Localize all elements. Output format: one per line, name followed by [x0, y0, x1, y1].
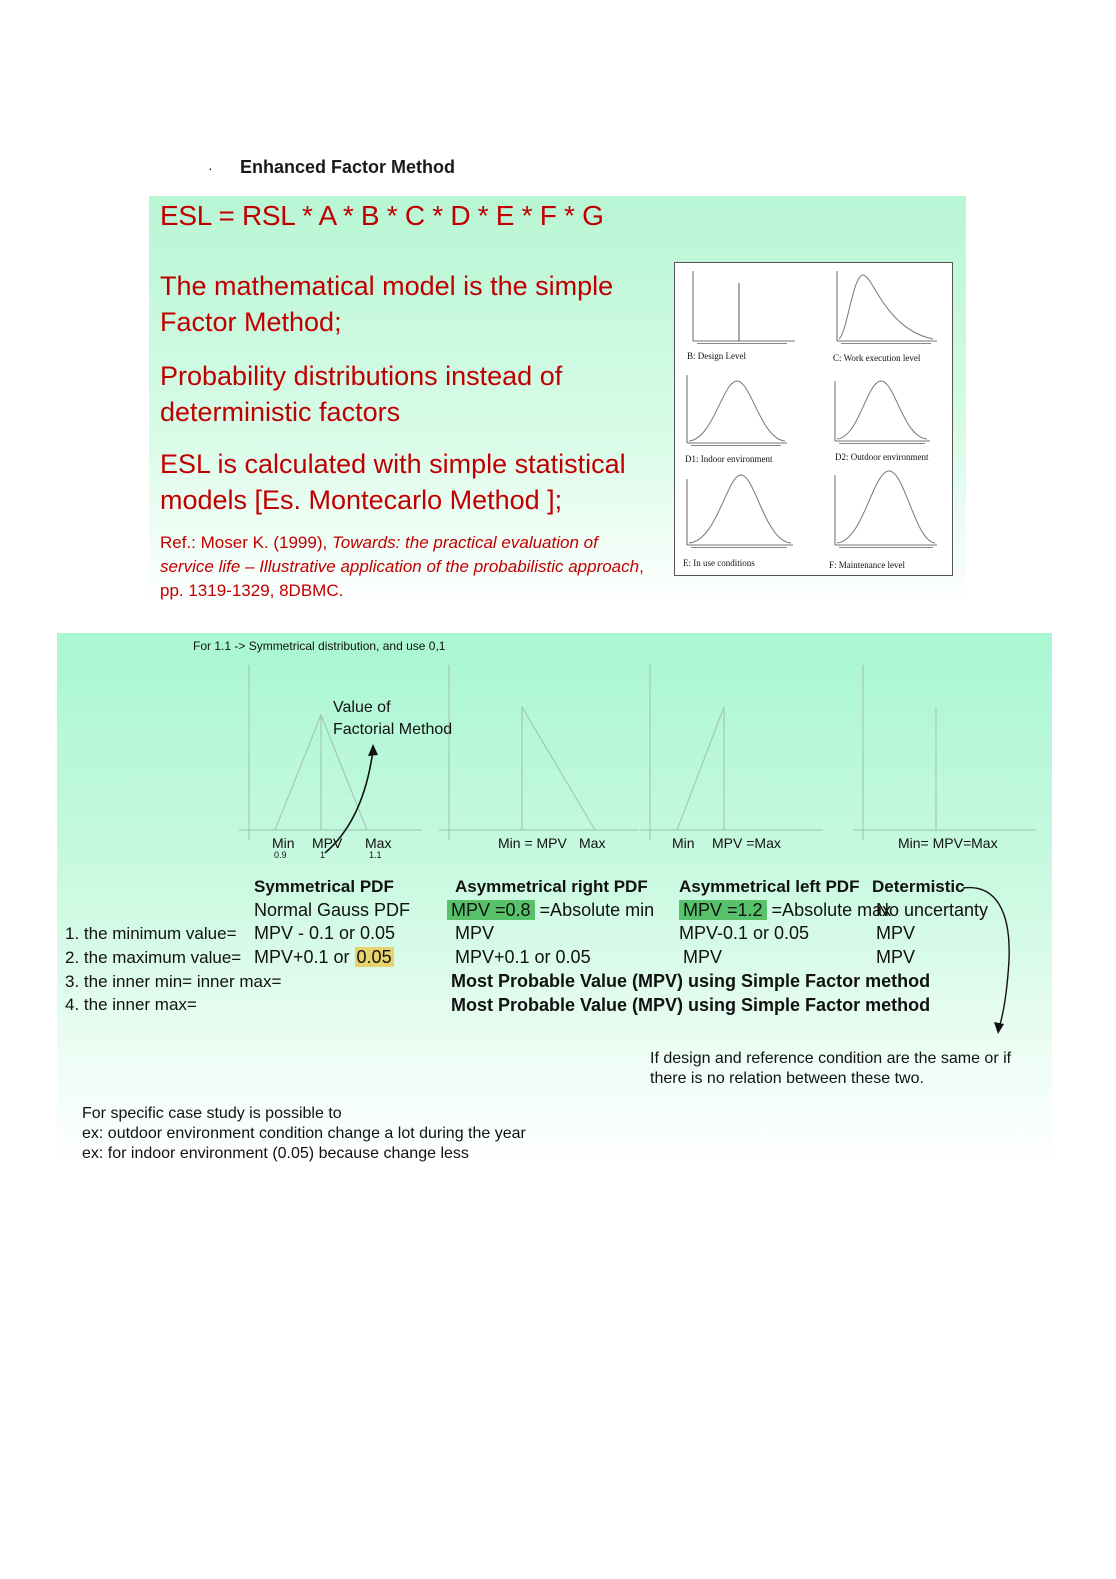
col-asym-left-head: Asymmetrical left PDF [679, 877, 860, 896]
col-asym-right-head: Asymmetrical right PDF [455, 877, 648, 896]
plot-design-level [693, 271, 795, 341]
point-probability-distributions: Probability distributions instead of deterministic factors [160, 361, 563, 427]
reference-prefix: Ref.: Moser K. (1999), [160, 533, 332, 552]
sym-max-highlight: 0.05 [356, 947, 392, 967]
left-sub [679, 900, 891, 921]
det-min: MPV [876, 923, 916, 943]
col-symmetrical-head: Symmetrical PDF [254, 877, 394, 896]
d2-min-mpv-label: Min = MPV [498, 835, 567, 851]
case-study-line-2: ex: outdoor environment condition change a lot during the year [82, 1125, 526, 1142]
left-mpv-highlight: MPV =1.2 [679, 900, 767, 920]
reference-title: Towards: the practical evaluation of service life – Illustrative application of the probabilistic approach [160, 533, 640, 576]
factorial-value-label [333, 697, 452, 741]
right-min: MPV [455, 923, 495, 943]
plot-tick-marks [691, 343, 933, 548]
left-sub-rest: =Absolute max [766, 900, 892, 920]
distribution-plots-svg [675, 263, 952, 575]
det-sub: No uncertanty [876, 900, 989, 920]
right-sub [447, 900, 654, 921]
point-mathematical-model: The mathematical model is the simple Factor Method; [160, 271, 614, 337]
factorial-value-line2: Factorial Method [333, 721, 453, 738]
deterministic-explanation: If design and reference condition are the same or if there is no relation between these two. [650, 1050, 1012, 1087]
row-min-label: 1. the minimum value= [65, 924, 237, 943]
col-deterministic-head: Determistic [872, 877, 965, 896]
left-min: MPV-0.1 or 0.05 [679, 923, 810, 943]
inner-max-mpv-row: Most Probable Value (MPV) using Simple Factor method [451, 995, 931, 1015]
symmetry-note: For 1.1 -> Symmetrical distribution, and use 0,1 [193, 639, 446, 653]
plot-label-d2: D2: Outdoor environment [835, 452, 929, 462]
plot-label-e: E: In use conditions [683, 558, 755, 568]
row-max-label: 2. the maximum value= [65, 948, 242, 967]
det-max: MPV [876, 947, 916, 967]
d1-min-label: Min [272, 835, 295, 851]
plot-work-execution-level [837, 271, 937, 341]
d3-min-label: Min [672, 835, 695, 851]
right-sub-rest: =Absolute min [534, 900, 655, 920]
diagram-symmetrical [239, 665, 422, 840]
case-study-line-1: For specific case study is possible to [82, 1105, 342, 1122]
plot-indoor-environment [687, 375, 787, 443]
diagram-asymmetrical-left [640, 665, 823, 840]
d1-mpv-value: 1 [320, 850, 326, 860]
section-heading: Enhanced Factor Method [240, 157, 456, 177]
diagram-deterministic [853, 665, 1036, 840]
point-esl-calculation: ESL is calculated with simple statistical models [Es. Montecarlo Method ]; [160, 449, 626, 515]
right-max: MPV+0.1 or 0.05 [455, 947, 591, 967]
row-inner-min-label: 3. the inner min= inner max= [65, 972, 282, 991]
d1-min-value: 0.9 [274, 850, 287, 860]
sym-min: MPV - 0.1 or 0.05 [254, 923, 396, 943]
plot-label-b: B: Design Level [687, 351, 746, 361]
distribution-plots-figure [674, 262, 953, 576]
d4-label: Min= MPV=Max [898, 835, 998, 851]
d3-mpv-max-label: MPV =Max [712, 835, 781, 851]
right-mpv-highlight: MPV =0.8 [447, 900, 535, 920]
esl-formula: ESL = RSL * A * B * C * D * E * F * G [160, 200, 604, 231]
plot-label-c: C: Work execution level [833, 353, 921, 363]
diagram-asymmetrical-right [439, 665, 639, 840]
plot-maintenance-level [835, 471, 937, 545]
d1-mpv-label: MPV [312, 835, 343, 851]
sym-sub: Normal Gauss PDF [254, 900, 411, 920]
d2-max-label: Max [579, 835, 606, 851]
plot-outdoor-environment [835, 381, 930, 441]
sym-max [254, 947, 394, 968]
factorial-value-line1: Value of [333, 699, 391, 716]
case-study-line-3: ex: for indoor environment (0.05) because change less [82, 1145, 469, 1162]
row-inner-max-label: 4. the inner max= [65, 995, 197, 1014]
reference-suffix: , pp. 1319-1329, 8DBMC. [160, 557, 644, 600]
bullet-marker: · [208, 160, 213, 176]
d1-max-label: Max [365, 835, 392, 851]
case-study-note [82, 1104, 526, 1164]
inner-min-mpv-row: Most Probable Value (MPV) using Simple Factor method [451, 971, 931, 991]
plot-in-use-conditions [687, 475, 793, 545]
plot-label-f: F: Maintenance level [829, 560, 905, 570]
plot-label-d1: D1: Indoor environment [685, 454, 773, 464]
left-max: MPV [683, 947, 723, 967]
reference-citation [160, 531, 650, 603]
sym-max-prefix: MPV+0.1 or [254, 947, 355, 967]
d1-max-value: 1.1 [369, 850, 382, 860]
